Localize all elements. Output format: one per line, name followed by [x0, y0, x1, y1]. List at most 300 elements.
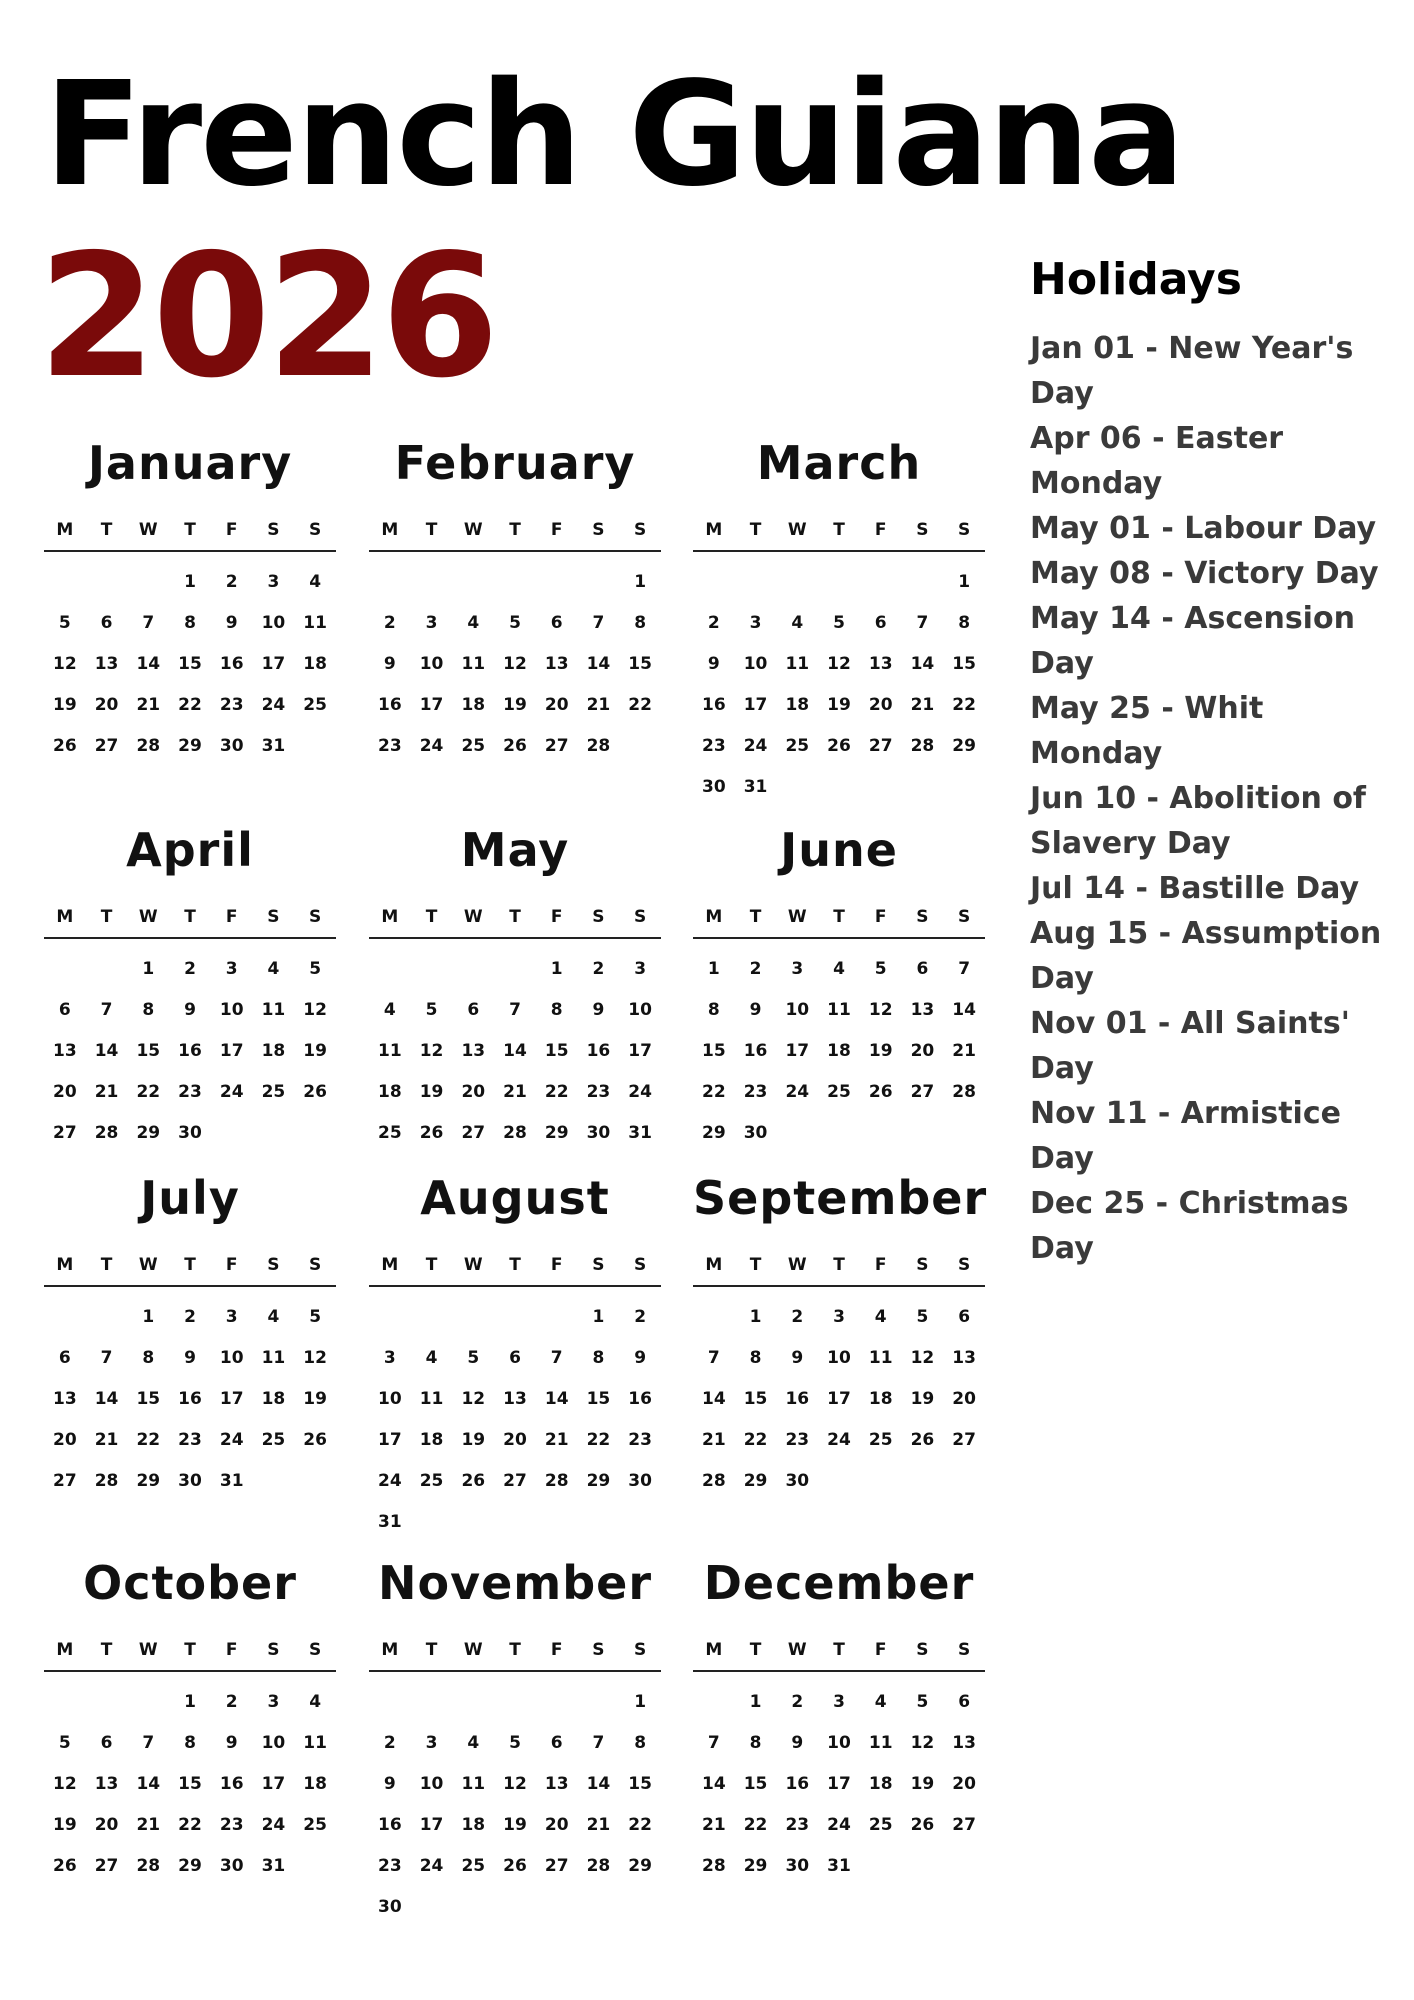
day-cell: 17: [743, 695, 768, 715]
day-cell: 25: [827, 1082, 851, 1102]
day-cell: 16: [178, 1041, 202, 1061]
day-cell: 5: [309, 959, 322, 979]
day-cell: 19: [503, 1815, 527, 1835]
day-cell: 25: [868, 1430, 893, 1450]
weekday-label: T: [425, 520, 438, 540]
holiday-item: May 01 - Labour Day: [1030, 511, 1377, 547]
day-cell: 3: [267, 572, 280, 592]
empty-day-cell: [127, 562, 169, 603]
empty-day-cell: [452, 562, 494, 603]
day-cell: 18: [868, 1389, 893, 1409]
day-cell: 22: [628, 1815, 652, 1835]
month-april: [44, 823, 336, 1154]
day-cell: 7: [707, 1733, 720, 1753]
day-cell: 18: [827, 1041, 851, 1061]
day-cell: 23: [785, 1430, 810, 1450]
day-cell: 10: [378, 1389, 402, 1409]
day-cell: 16: [378, 1815, 402, 1835]
day-cell: 22: [544, 1082, 569, 1102]
day-cell: 16: [219, 654, 244, 674]
day-cell: 2: [707, 613, 720, 633]
weekday-label: T: [749, 1255, 762, 1275]
day-cell: 3: [267, 1692, 280, 1712]
day-cell: 1: [958, 572, 971, 592]
day-cell: 2: [383, 1733, 396, 1753]
empty-day-cell: [494, 562, 536, 603]
weekday-label: W: [787, 1640, 807, 1660]
day-cell: 11: [303, 613, 327, 633]
day-grid: [693, 1287, 985, 1502]
empty-day-cell: [86, 1297, 128, 1338]
day-cell: 11: [303, 1733, 327, 1753]
weekday-label: M: [56, 520, 74, 540]
day-cell: 21: [544, 1430, 569, 1450]
day-cell: 15: [136, 1041, 161, 1061]
day-cell: 10: [261, 1733, 286, 1753]
day-cell: 19: [53, 1815, 77, 1835]
empty-day-cell: [693, 562, 735, 603]
day-cell: 24: [785, 1082, 810, 1102]
day-cell: 27: [952, 1430, 976, 1450]
day-cell: 11: [378, 1041, 402, 1061]
weekday-label: S: [592, 1255, 605, 1275]
weekday-label: F: [874, 1255, 887, 1275]
month-name: November: [377, 1556, 653, 1610]
day-cell: 1: [142, 1307, 155, 1327]
month-name: June: [780, 823, 898, 877]
day-cell: 3: [791, 959, 804, 979]
day-cell: 13: [503, 1389, 527, 1409]
day-grid: [44, 1287, 336, 1502]
weekday-label: T: [509, 907, 521, 927]
day-cell: 5: [916, 1692, 929, 1712]
day-cell: 21: [94, 1082, 119, 1102]
month-january: [44, 436, 336, 767]
day-cell: 8: [184, 1733, 196, 1753]
day-cell: 27: [94, 1856, 119, 1876]
weekday-label: F: [874, 520, 887, 540]
day-cell: 26: [53, 1856, 77, 1876]
day-cell: 22: [628, 695, 652, 715]
day-cell: 25: [868, 1815, 893, 1835]
weekday-label: W: [463, 520, 483, 540]
weekday-label: T: [833, 1255, 845, 1275]
day-cell: 4: [309, 1692, 322, 1712]
weekday-label: F: [225, 1640, 238, 1660]
day-cell: 10: [261, 613, 286, 633]
day-cell: 14: [136, 654, 161, 674]
day-cell: 22: [702, 1082, 726, 1102]
weekday-label: M: [381, 907, 399, 927]
day-cell: 14: [586, 1774, 611, 1794]
empty-day-cell: [411, 949, 453, 990]
day-cell: 21: [94, 1430, 119, 1450]
weekday-label: M: [381, 1640, 399, 1660]
day-cell: 4: [267, 1307, 280, 1327]
weekday-label: W: [463, 1640, 483, 1660]
weekday-label: S: [267, 1640, 280, 1660]
day-cell: 20: [868, 695, 893, 715]
weekday-label: W: [138, 520, 158, 540]
weekday-header: [693, 520, 985, 552]
weekday-label: M: [705, 1640, 723, 1660]
day-cell: 10: [628, 1000, 652, 1020]
day-cell: 13: [952, 1733, 976, 1753]
day-cell: 15: [628, 654, 652, 674]
day-cell: 9: [383, 654, 396, 674]
day-cell: 21: [702, 1815, 726, 1835]
day-cell: 2: [225, 572, 238, 592]
day-cell: 13: [53, 1389, 77, 1409]
holiday-item: May 14 - Ascension Day: [1030, 601, 1355, 682]
day-cell: 30: [702, 777, 726, 797]
weekday-label: T: [509, 1255, 521, 1275]
day-cell: 12: [303, 1000, 327, 1020]
day-cell: 9: [225, 1733, 238, 1753]
day-cell: 5: [874, 959, 887, 979]
day-cell: 9: [383, 1774, 396, 1794]
empty-day-cell: [776, 562, 818, 603]
day-cell: 31: [827, 1856, 851, 1876]
day-cell: 1: [749, 1692, 762, 1712]
day-cell: 25: [419, 1471, 444, 1491]
month-name: July: [140, 1171, 240, 1225]
weekday-label: T: [749, 907, 762, 927]
day-cell: 3: [383, 1348, 396, 1368]
weekday-label: M: [705, 1255, 723, 1275]
holiday-list: [1030, 326, 1400, 1271]
day-cell: 4: [267, 959, 280, 979]
holiday-item: Apr 06 - Easter Monday: [1030, 421, 1284, 502]
weekday-label: W: [463, 1255, 483, 1275]
empty-day-cell: [818, 562, 860, 603]
day-cell: 15: [743, 1389, 768, 1409]
empty-day-cell: [860, 562, 902, 603]
day-cell: 10: [785, 1000, 810, 1020]
empty-day-cell: [411, 1682, 453, 1723]
day-cell: 1: [184, 572, 196, 592]
weekday-label: S: [634, 520, 647, 540]
weekday-label: S: [634, 1640, 647, 1660]
day-cell: 8: [634, 613, 647, 633]
day-cell: 20: [94, 695, 119, 715]
day-cell: 19: [868, 1041, 893, 1061]
month-name: February: [394, 436, 636, 490]
day-cell: 17: [261, 654, 286, 674]
empty-day-cell: [693, 1297, 735, 1338]
day-cell: 15: [628, 1774, 652, 1794]
day-cell: 25: [303, 1815, 327, 1835]
day-cell: 27: [910, 1082, 935, 1102]
day-cell: 20: [461, 1082, 486, 1102]
day-cell: 20: [952, 1389, 976, 1409]
day-cell: 27: [544, 1856, 569, 1876]
day-cell: 1: [634, 1692, 647, 1712]
day-cell: 19: [419, 1082, 444, 1102]
weekday-label: T: [184, 1640, 196, 1660]
day-cell: 8: [142, 1000, 155, 1020]
day-cell: 28: [952, 1082, 976, 1102]
day-cell: 18: [303, 654, 327, 674]
day-cell: 29: [136, 1123, 161, 1143]
day-cell: 11: [785, 654, 810, 674]
day-cell: 20: [53, 1430, 77, 1450]
weekday-label: M: [56, 1640, 74, 1660]
day-cell: 20: [544, 1815, 569, 1835]
holiday-item: Jun 10 - Abolition of Slavery Day: [1030, 781, 1366, 862]
day-cell: 22: [743, 1815, 768, 1835]
weekday-label: S: [592, 907, 605, 927]
day-cell: 8: [707, 1000, 720, 1020]
day-cell: 21: [586, 1815, 611, 1835]
weekday-label: T: [425, 1640, 438, 1660]
day-cell: 4: [467, 613, 480, 633]
day-cell: 26: [868, 1082, 893, 1102]
day-cell: 16: [219, 1774, 244, 1794]
weekday-label: T: [100, 1255, 113, 1275]
day-cell: 14: [94, 1389, 119, 1409]
day-cell: 14: [910, 654, 935, 674]
day-cell: 14: [702, 1389, 726, 1409]
weekday-header: [44, 1640, 336, 1672]
day-cell: 24: [261, 1815, 286, 1835]
weekday-label: T: [184, 520, 196, 540]
day-cell: 26: [303, 1082, 327, 1102]
day-cell: 6: [58, 1000, 71, 1020]
month-name: April: [126, 823, 254, 877]
day-cell: 10: [743, 654, 768, 674]
day-cell: 5: [309, 1307, 322, 1327]
day-cell: 19: [461, 1430, 486, 1450]
day-cell: 12: [910, 1348, 935, 1368]
day-cell: 1: [592, 1307, 605, 1327]
month-may: [369, 823, 661, 1154]
day-cell: 13: [868, 654, 893, 674]
day-cell: 15: [743, 1774, 768, 1794]
day-cell: 22: [136, 1430, 161, 1450]
weekday-label: T: [100, 907, 113, 927]
day-cell: 16: [743, 1041, 768, 1061]
day-cell: 8: [184, 613, 196, 633]
day-cell: 24: [628, 1082, 652, 1102]
day-cell: 26: [827, 736, 851, 756]
day-cell: 29: [586, 1471, 611, 1491]
weekday-label: S: [592, 1640, 605, 1660]
empty-day-cell: [693, 1682, 735, 1723]
day-cell: 31: [743, 777, 768, 797]
day-cell: 14: [94, 1041, 119, 1061]
day-cell: 29: [178, 736, 202, 756]
weekday-header: [44, 1255, 336, 1287]
day-cell: 10: [219, 1348, 244, 1368]
day-cell: 20: [503, 1430, 527, 1450]
day-cell: 13: [544, 654, 569, 674]
day-cell: 6: [550, 1733, 563, 1753]
day-cell: 6: [958, 1692, 971, 1712]
day-grid: [693, 1672, 985, 1887]
day-cell: 14: [702, 1774, 726, 1794]
day-cell: 13: [544, 1774, 569, 1794]
day-cell: 12: [827, 654, 851, 674]
day-cell: 25: [261, 1082, 286, 1102]
day-cell: 9: [592, 1000, 605, 1020]
day-cell: 14: [586, 654, 611, 674]
day-cell: 25: [461, 1856, 486, 1876]
day-cell: 17: [419, 695, 444, 715]
day-cell: 15: [702, 1041, 726, 1061]
day-cell: 24: [261, 695, 286, 715]
weekday-label: S: [916, 1255, 929, 1275]
day-cell: 10: [827, 1348, 851, 1368]
day-cell: 17: [419, 1815, 444, 1835]
day-cell: 18: [261, 1389, 286, 1409]
day-cell: 1: [634, 572, 647, 592]
weekday-header: [693, 907, 985, 939]
day-cell: 29: [136, 1471, 161, 1491]
day-cell: 9: [225, 613, 238, 633]
day-cell: 14: [544, 1389, 569, 1409]
day-grid: [369, 552, 661, 767]
day-cell: 5: [467, 1348, 480, 1368]
day-cell: 23: [378, 1856, 402, 1876]
day-cell: 26: [503, 1856, 527, 1876]
day-cell: 11: [461, 1774, 486, 1794]
weekday-label: S: [309, 1255, 322, 1275]
weekday-label: F: [225, 907, 238, 927]
day-cell: 13: [94, 1774, 119, 1794]
empty-day-cell: [44, 1682, 86, 1723]
month-march: [693, 436, 985, 808]
weekday-label: S: [309, 907, 322, 927]
weekday-label: M: [56, 1255, 74, 1275]
day-cell: 19: [910, 1774, 935, 1794]
day-cell: 2: [184, 959, 196, 979]
day-cell: 2: [184, 1307, 196, 1327]
day-cell: 18: [785, 695, 810, 715]
day-cell: 6: [550, 613, 563, 633]
day-cell: 13: [461, 1041, 486, 1061]
year-heading: 2026: [38, 218, 496, 416]
day-cell: 28: [94, 1471, 119, 1491]
day-cell: 6: [874, 613, 887, 633]
day-cell: 9: [634, 1348, 647, 1368]
day-cell: 27: [53, 1471, 77, 1491]
day-cell: 9: [707, 654, 720, 674]
day-cell: 21: [136, 695, 161, 715]
day-cell: 15: [952, 654, 976, 674]
day-cell: 11: [868, 1348, 893, 1368]
day-cell: 20: [952, 1774, 976, 1794]
day-cell: 21: [586, 695, 611, 715]
day-cell: 28: [586, 736, 611, 756]
day-cell: 18: [461, 695, 486, 715]
day-grid: [369, 1287, 661, 1543]
day-grid: [44, 939, 336, 1154]
weekday-header: [369, 1255, 661, 1287]
weekday-label: M: [381, 1255, 399, 1275]
day-cell: 6: [467, 1000, 480, 1020]
day-cell: 3: [225, 959, 238, 979]
day-cell: 29: [702, 1123, 726, 1143]
day-cell: 15: [136, 1389, 161, 1409]
day-cell: 29: [628, 1856, 652, 1876]
weekday-label: T: [833, 907, 845, 927]
day-cell: 6: [509, 1348, 521, 1368]
weekday-header: [44, 520, 336, 552]
weekday-label: T: [749, 520, 762, 540]
day-cell: 26: [910, 1815, 935, 1835]
day-cell: 5: [509, 613, 521, 633]
page-title: French Guiana: [44, 50, 1184, 218]
weekday-label: S: [958, 1640, 971, 1660]
day-cell: 31: [261, 1856, 286, 1876]
day-cell: 3: [833, 1307, 845, 1327]
day-cell: 6: [916, 959, 929, 979]
holiday-item: Nov 01 - All Saints' Day: [1030, 1006, 1350, 1087]
month-february: [369, 436, 661, 767]
day-cell: 20: [53, 1082, 77, 1102]
day-cell: 1: [184, 1692, 196, 1712]
day-cell: 7: [707, 1348, 720, 1368]
empty-day-cell: [452, 949, 494, 990]
month-name: December: [703, 1556, 975, 1610]
day-cell: 17: [219, 1389, 244, 1409]
day-cell: 21: [136, 1815, 161, 1835]
day-cell: 24: [419, 736, 444, 756]
holiday-item: Nov 11 - Armistice Day: [1030, 1096, 1341, 1177]
day-cell: 28: [910, 736, 935, 756]
day-cell: 2: [225, 1692, 238, 1712]
day-cell: 25: [261, 1430, 286, 1450]
day-cell: 29: [544, 1123, 569, 1143]
empty-day-cell: [452, 1682, 494, 1723]
day-cell: 26: [910, 1430, 935, 1450]
day-cell: 18: [378, 1082, 402, 1102]
day-cell: 17: [827, 1774, 851, 1794]
empty-day-cell: [494, 949, 536, 990]
day-cell: 21: [503, 1082, 527, 1102]
day-cell: 2: [791, 1692, 804, 1712]
weekday-label: W: [138, 1640, 158, 1660]
day-cell: 2: [749, 959, 762, 979]
day-cell: 3: [833, 1692, 845, 1712]
day-cell: 28: [503, 1123, 527, 1143]
month-august: [369, 1171, 661, 1543]
holiday-item: Aug 15 - Assumption Day: [1030, 916, 1382, 997]
day-cell: 7: [509, 1000, 521, 1020]
day-cell: 5: [58, 1733, 71, 1753]
day-cell: 30: [378, 1897, 402, 1917]
empty-day-cell: [578, 562, 620, 603]
day-cell: 31: [378, 1512, 402, 1532]
day-cell: 21: [702, 1430, 726, 1450]
day-cell: 4: [309, 572, 322, 592]
day-cell: 4: [874, 1692, 887, 1712]
day-cell: 25: [378, 1123, 402, 1143]
empty-day-cell: [494, 1297, 536, 1338]
day-cell: 14: [503, 1041, 527, 1061]
day-cell: 22: [178, 695, 202, 715]
day-cell: 7: [142, 1733, 155, 1753]
day-cell: 1: [550, 959, 563, 979]
day-cell: 28: [586, 1856, 611, 1876]
day-cell: 15: [178, 1774, 202, 1794]
day-cell: 23: [785, 1815, 810, 1835]
month-december: [693, 1556, 985, 1887]
day-cell: 23: [178, 1430, 202, 1450]
weekday-label: T: [833, 1640, 845, 1660]
empty-day-cell: [536, 562, 578, 603]
